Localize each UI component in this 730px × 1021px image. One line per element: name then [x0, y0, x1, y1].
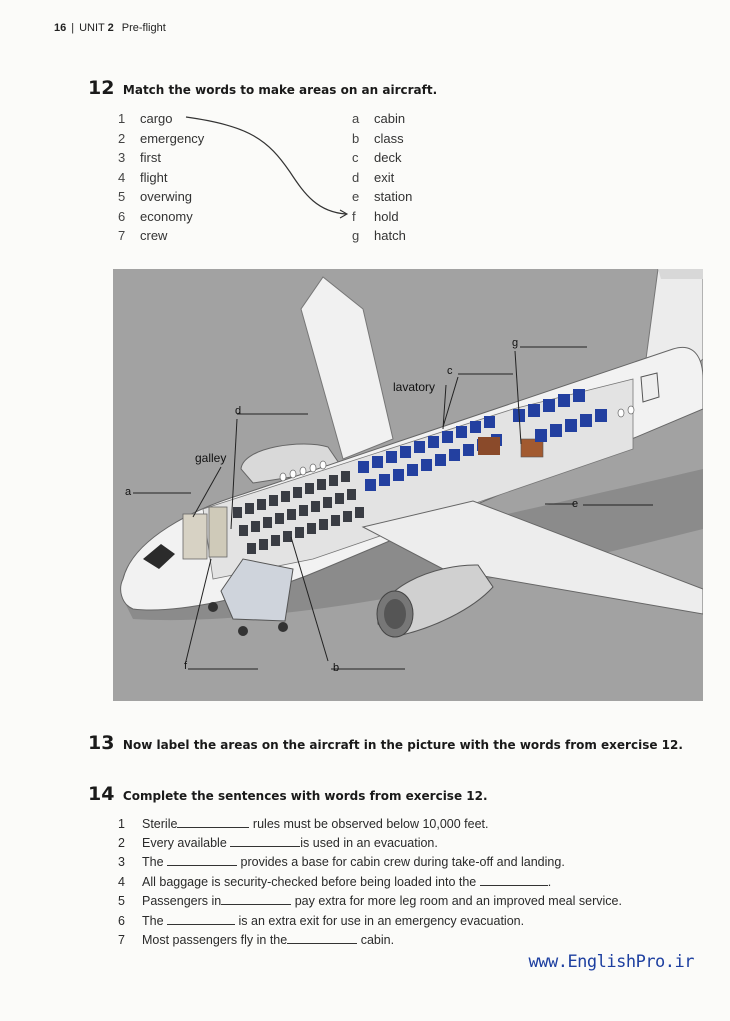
list-item: 5 Passengers in pay extra for more leg room and an improved meal service. — [118, 894, 622, 908]
answer-blank[interactable] — [221, 893, 291, 905]
exercise-title: Complete the sentences with words from exercise 12. — [122, 789, 488, 803]
list-item: 3 first — [118, 150, 161, 165]
answer-blank[interactable] — [167, 913, 235, 925]
exercise-title: Now label the areas on the aircraft in the picture with the words from exercise 12. — [122, 738, 683, 752]
lavatory-unit — [478, 437, 500, 455]
list-item: 6 The is an extra exit for use in an emergency evacuation. — [118, 914, 525, 928]
example-match-line — [0, 0, 730, 260]
list-item: a cabin — [352, 111, 406, 126]
list-item: c deck — [352, 150, 402, 165]
unit-number: 2 — [107, 22, 114, 34]
page-header: 16 | UNIT 2 Pre-flight — [54, 22, 166, 34]
exercise-number: 13 — [88, 732, 115, 754]
answer-blank[interactable] — [480, 874, 548, 886]
exercise-14-heading — [88, 783, 488, 805]
answer-blank[interactable] — [287, 932, 357, 944]
label-galley: galley — [195, 451, 227, 465]
label-a: a — [125, 486, 132, 498]
label-lavatory: lavatory — [393, 380, 436, 394]
list-item: b class — [352, 131, 404, 146]
list-item: 3 The provides a base for cabin crew during take-off and landing. — [118, 855, 565, 869]
galley-unit — [183, 514, 207, 559]
list-item: d exit — [352, 170, 395, 185]
answer-blank[interactable] — [167, 854, 237, 866]
aircraft-diagram — [113, 269, 703, 701]
page-number: 16 — [54, 22, 67, 34]
list-item: 5 overwing — [118, 189, 193, 204]
exercise-number: 12 — [88, 77, 115, 99]
section-title: Pre-flight — [121, 22, 166, 34]
unit-label: UNIT — [79, 22, 105, 34]
label-f: f — [184, 660, 188, 672]
exercise-number: 14 — [88, 783, 115, 805]
list-item: g hatch — [352, 228, 406, 243]
exercise-13-heading — [88, 732, 683, 754]
list-item: e station — [352, 189, 413, 204]
answer-blank[interactable] — [230, 835, 300, 847]
list-item: 4 All baggage is security-checked before being loaded into the . — [118, 875, 552, 889]
list-item: 1 cargo — [118, 111, 173, 126]
list-item: 7 Most passengers fly in the cabin. — [118, 933, 395, 947]
label-c: c — [447, 365, 453, 377]
list-item: 4 flight — [118, 170, 168, 185]
list-item: f hold — [352, 209, 399, 224]
list-item: 2 emergency — [118, 131, 205, 146]
label-g: g — [512, 337, 519, 349]
website-watermark[interactable]: www.EnglishPro.ir — [528, 952, 694, 972]
list-item: 1 Sterile rules must be observed below 10,000 feet. — [118, 817, 489, 831]
exercise-title: Match the words to make areas on an aircraft. — [122, 83, 438, 97]
list-item: 2 Every available is used in an evacuation. — [118, 836, 438, 850]
label-b: b — [333, 662, 340, 674]
answer-blank[interactable] — [177, 816, 249, 828]
list-item: 6 economy — [118, 209, 193, 224]
label-d: d — [235, 405, 242, 417]
list-item: 7 crew — [118, 228, 168, 243]
label-e: e — [572, 498, 579, 510]
